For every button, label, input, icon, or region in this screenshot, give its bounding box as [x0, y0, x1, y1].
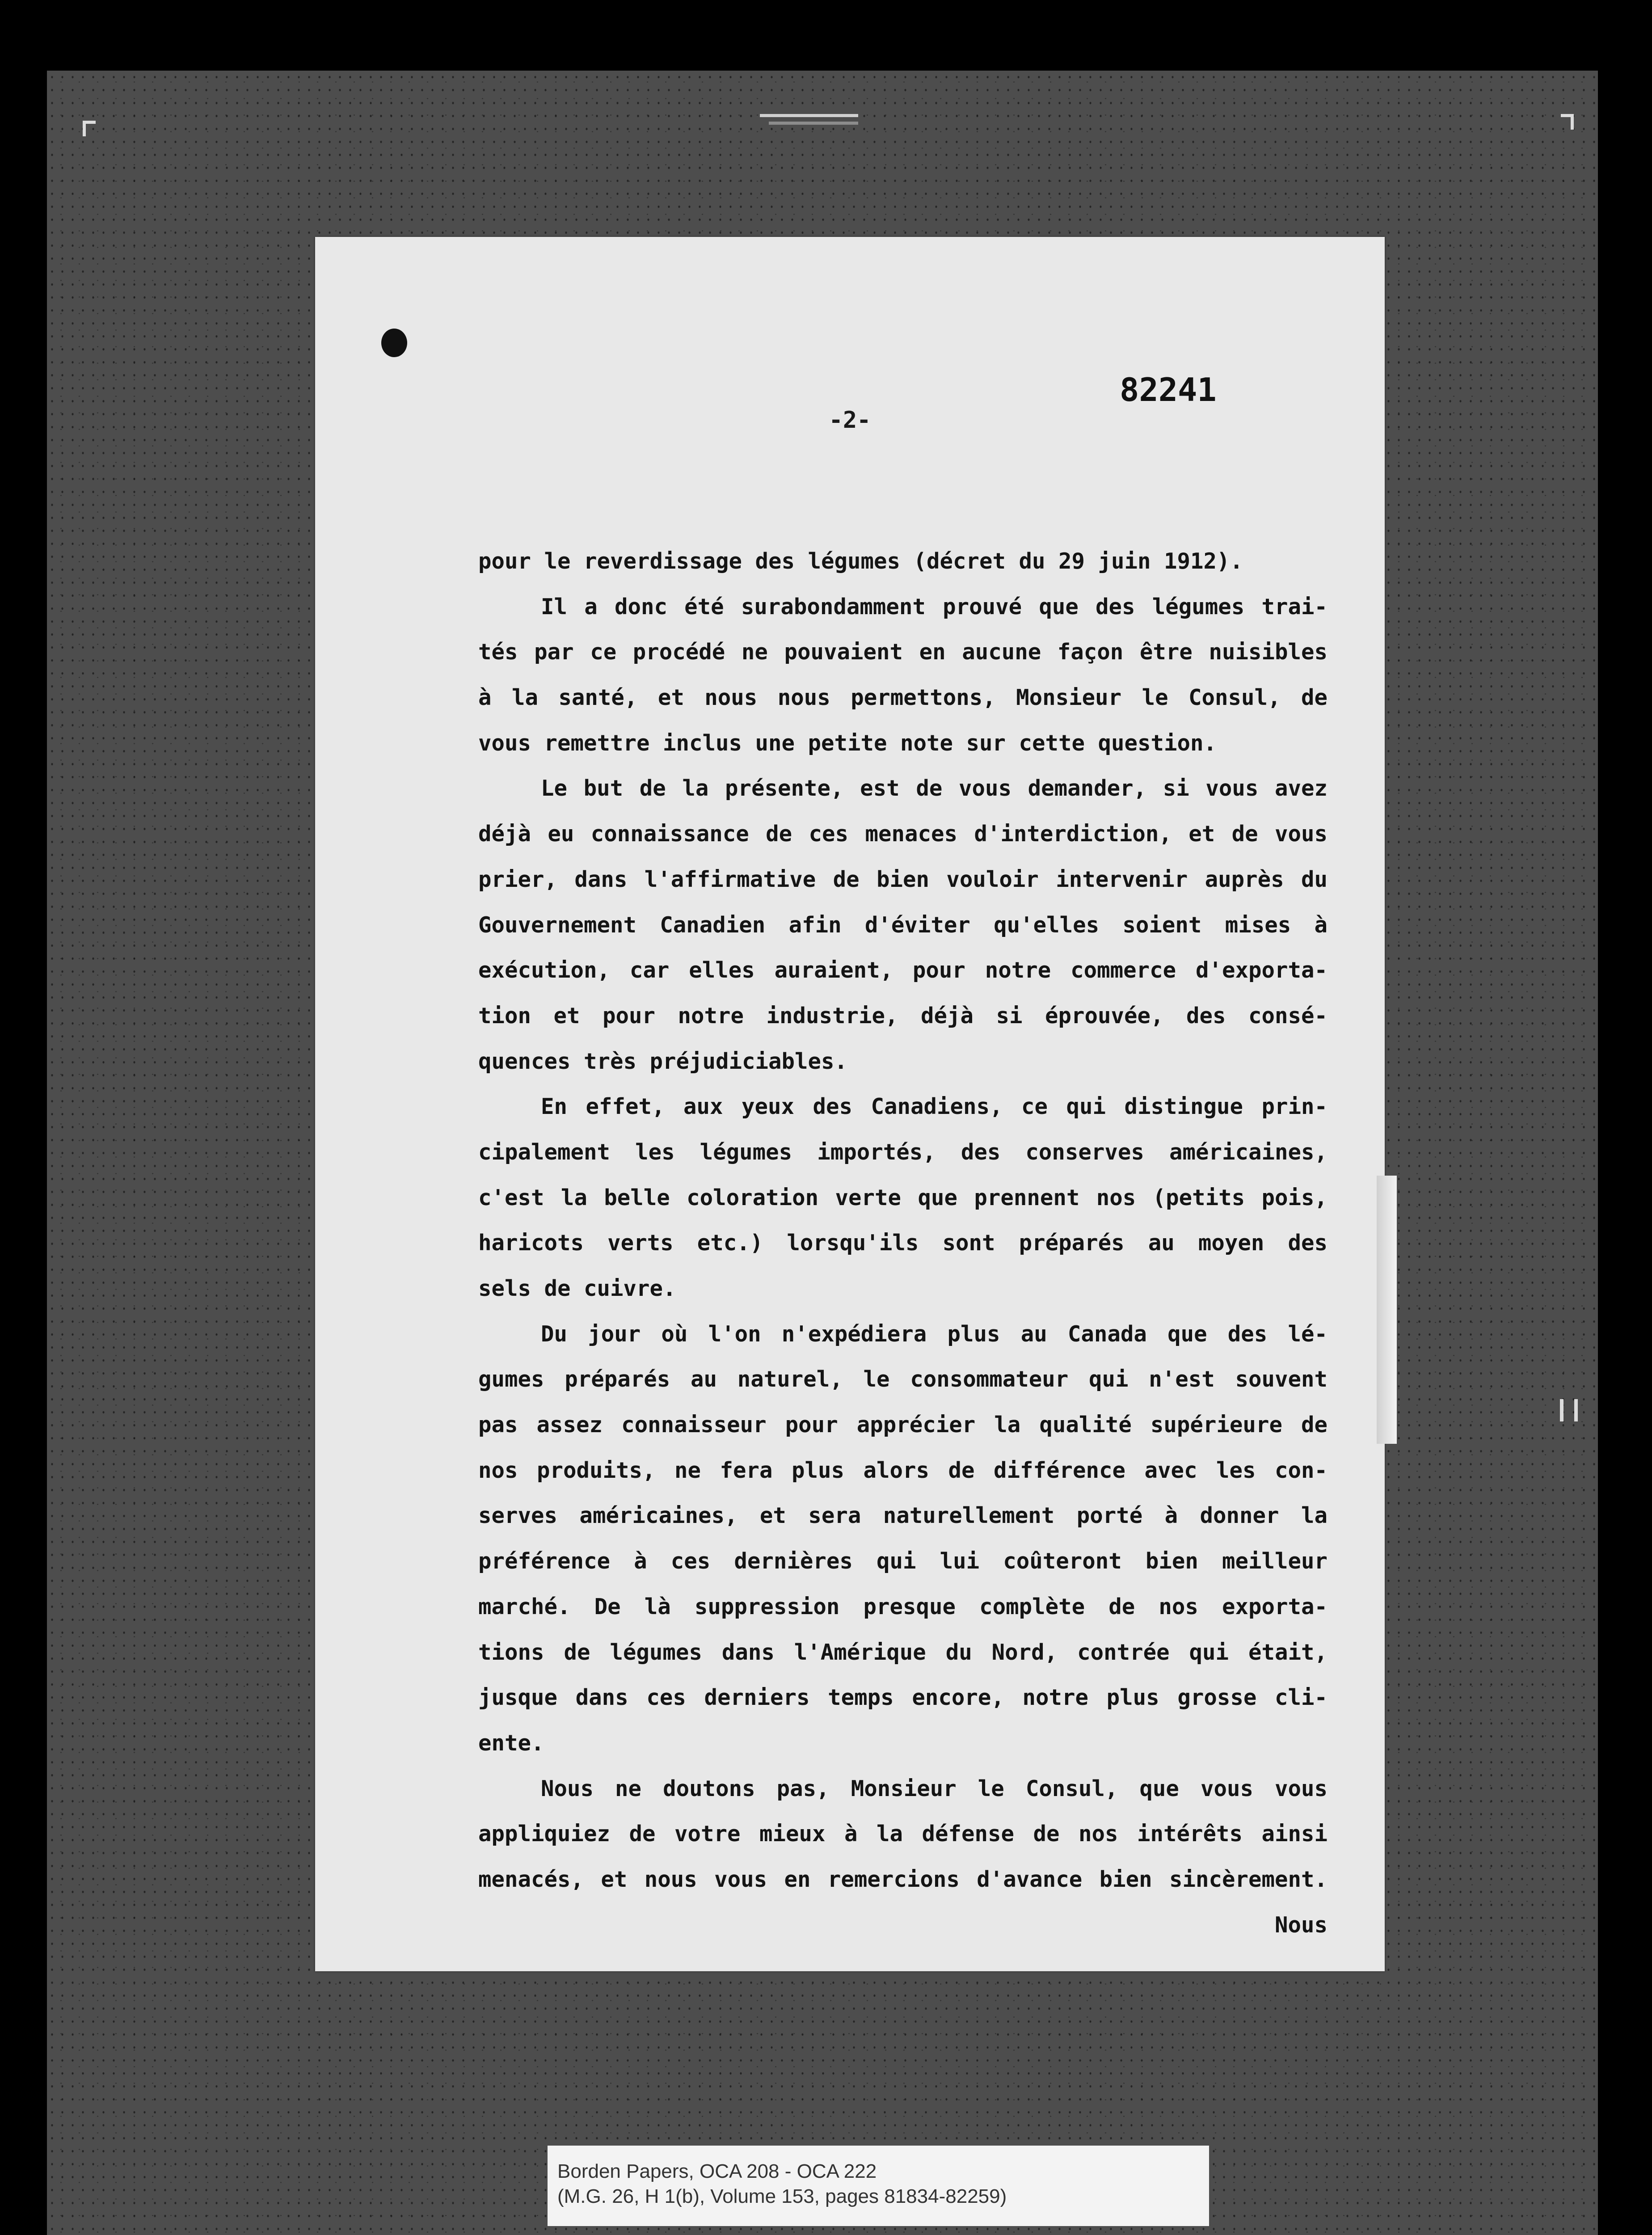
frame-corner-top-right [1561, 114, 1574, 130]
text-line: tions de légumes dans l'Amérique du Nord, contrée qui était, [478, 1639, 1328, 1665]
letter-page [315, 237, 1385, 1971]
text-line: préférence à ces dernières qui lui coûteront bien meilleur [478, 1548, 1328, 1574]
text-line: Il a donc été surabondamment prouvé que des légumes trai- [541, 594, 1328, 620]
letter-body [478, 539, 1328, 1948]
text-line: serves américaines, et sera naturellement porté à donner la [478, 1503, 1328, 1529]
text-line: vous remettre inclus une petite note sur cette question. [478, 730, 1217, 756]
text-line: marché. De là suppression presque complète de nos exporta- [478, 1594, 1328, 1619]
page-fold [1377, 1176, 1397, 1444]
frame-top-mark [760, 114, 858, 117]
text-line: ente. [478, 1730, 544, 1756]
reference-line: Borden Papers, OCA 208 - OCA 222 [557, 2160, 877, 2182]
text-line: exécution, car elles auraient, pour notre commerce d'exporta- [478, 957, 1328, 983]
text-line: à la santé, et nous nous permettons, Monsieur le Consul, de [478, 685, 1328, 711]
text-line: Le but de la présente, est de vous demander, si vous avez [541, 776, 1328, 801]
text-line: nos produits, ne fera plus alors de différence avec les con- [478, 1457, 1328, 1483]
text-line: quences très préjudiciables. [478, 1048, 848, 1074]
text-line: prier, dans l'affirmative de bien vouloir intervenir auprès du [478, 866, 1328, 892]
text-line: Gouvernement Canadien afin d'éviter qu'elles soient mises à [478, 912, 1328, 938]
text-line: déjà eu connaissance de ces menaces d'interdiction, et de vous [478, 821, 1328, 847]
text-line: tés par ce procédé ne pouvaient en aucune façon être nuisibles [478, 639, 1328, 665]
text-line: En effet, aux yeux des Canadiens, ce qui distingue prin- [541, 1094, 1328, 1120]
text-line: haricots verts etc.) lorsqu'ils sont préparés au moyen des [478, 1230, 1328, 1256]
text-line: menacés, et nous vous en remercions d'avance bien sincèrement. [478, 1866, 1328, 1892]
text-line: c'est la belle coloration verte que prennent nos (petits pois, [478, 1185, 1328, 1210]
page-folio: -2- [829, 407, 871, 434]
text-line: cipalement les légumes importés, des conserves américaines, [478, 1139, 1328, 1165]
collection-reference-label [548, 2146, 1209, 2226]
text-line: pour le reverdissage des légumes (décret du 29 juin 1912). [478, 548, 1243, 574]
punch-hole [381, 329, 407, 357]
document-number: 82241 [1120, 371, 1217, 409]
reference-line: (M.G. 26, H 1(b), Volume 153, pages 81834-82259) [557, 2185, 1007, 2207]
text-line: Du jour où l'on n'expédiera plus au Canada que des lé- [541, 1321, 1328, 1347]
text-line: sels de cuivre. [478, 1276, 676, 1301]
text-line: pas assez connaisseur pour apprécier la qualité supérieure de [478, 1412, 1328, 1438]
frame-corner-top-left [83, 121, 96, 136]
text-line: jusque dans ces derniers temps encore, notre plus grosse cli- [478, 1685, 1328, 1711]
catchword: Nous [1274, 1912, 1328, 1938]
frame-edge-mark [1560, 1399, 1578, 1421]
frame-top-mark [769, 122, 858, 125]
text-line: tion et pour notre industrie, déjà si éprouvée, des consé- [478, 1003, 1328, 1029]
text-line: Nous ne doutons pas, Monsieur le Consul, que vous vous [541, 1775, 1328, 1801]
text-line: gumes préparés au naturel, le consommateur qui n'est souvent [478, 1366, 1328, 1392]
text-line: appliquiez de votre mieux à la défense de nos intérêts ainsi [478, 1821, 1328, 1847]
